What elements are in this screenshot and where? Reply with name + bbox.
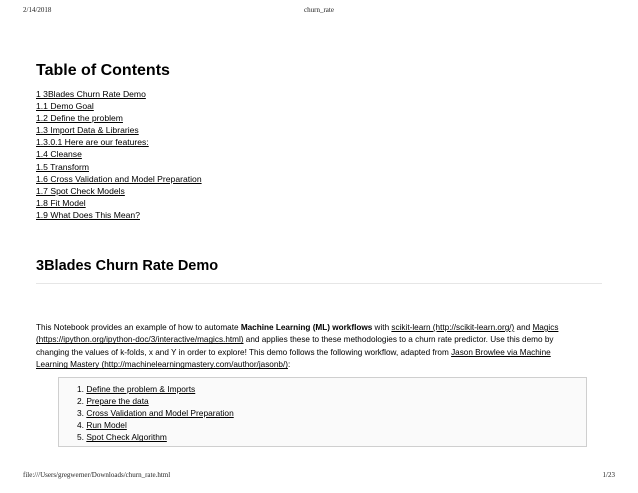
workflow-list: [77, 383, 234, 443]
toc-item: [36, 209, 202, 221]
jason-browlee-link[interactable]: Jason Browlee via Machine: [451, 347, 551, 357]
toc-item: [36, 148, 202, 160]
print-footer-path: file:///Users/gregwerner/Downloads/churn_rate.html: [23, 471, 171, 479]
toc-link[interactable]: 1.1 Demo Goal: [36, 101, 94, 112]
toc-item: [36, 100, 202, 112]
toc-link[interactable]: 1.2 Define the problem: [36, 113, 123, 124]
workflow-item: 1. Define the problem & Imports: [77, 384, 196, 394]
toc-link[interactable]: 1.4 Cleanse: [36, 149, 82, 160]
toc-link[interactable]: 1.3 Import Data & Libraries: [36, 125, 139, 136]
toc-item: [36, 136, 202, 148]
toc-item: [36, 185, 202, 197]
workflow-link[interactable]: Run Model: [86, 420, 127, 431]
section-heading: 3Blades Churn Rate Demo: [36, 258, 219, 274]
toc-item: [36, 197, 202, 209]
toc-item: [36, 88, 202, 100]
bold-phrase: Machine Learning (ML) workflows: [240, 323, 373, 332]
intro-paragraph: This Notebook provides an example of how to automate Machine Learning (ML) workflows with scikit-learn (http://scikit-learn.org/) and Magics (https://ipython.org/ipython-doc/3/interactive/magics.html) and applies these to these methodologies to a churn rate predictor. Use this demo by changing the values of k-folds, x and Y in order to explore! This demo follows the following workflow, adapted from Jason Browlee via Machine Learning Mastery (http://machinelearningmastery.com/author/jasonb/):: [36, 323, 559, 370]
toc-title: Table of Contents: [36, 62, 170, 79]
magics-link[interactable]: Magics: [532, 323, 559, 332]
toc-item: [36, 124, 202, 136]
magics-link-url[interactable]: (https://ipython.org/ipython-doc/3/interactive/magics.html): [36, 335, 244, 345]
workflow-item: 5. Spot Check Algorithm: [77, 432, 167, 443]
workflow-item: 3. Cross Validation and Model Preparation: [77, 408, 234, 419]
toc-link[interactable]: 1.7 Spot Check Models: [36, 185, 125, 196]
print-page-number: 1/23: [602, 471, 615, 479]
toc-link[interactable]: 1.9 What Does This Mean?: [36, 209, 140, 220]
workflow-link[interactable]: Cross Validation and Model Preparation: [86, 408, 234, 419]
toc-list: [36, 88, 202, 221]
print-date: 2/14/2018: [23, 6, 52, 14]
heading-divider: [36, 283, 602, 284]
workflow-item: 2. Prepare the data: [77, 396, 149, 407]
scikit-learn-link[interactable]: scikit-learn (http://scikit-learn.org/): [391, 323, 515, 332]
toc-link[interactable]: 1 3Blades Churn Rate Demo: [36, 89, 146, 99]
mlmastery-link[interactable]: Learning Mastery (http://machinelearningmastery.com/author/jasonb/): [36, 360, 288, 370]
workflow-link[interactable]: Prepare the data: [86, 396, 149, 407]
toc-link[interactable]: 1.3.0.1 Here are our features:: [36, 137, 149, 148]
toc-link[interactable]: 1.6 Cross Validation and Model Preparation: [36, 173, 202, 184]
toc-item: [36, 161, 202, 173]
toc-link[interactable]: 1.8 Fit Model: [36, 197, 86, 208]
toc-item: [36, 173, 202, 185]
workflow-link[interactable]: Spot Check Algorithm: [86, 432, 167, 443]
workflow-item: 4. Run Model: [77, 420, 127, 431]
workflow-box: [58, 377, 587, 447]
print-title: churn_rate: [304, 6, 334, 14]
toc-item: [36, 112, 202, 124]
toc-link[interactable]: 1.5 Transform: [36, 161, 90, 172]
workflow-link[interactable]: Define the problem & Imports: [86, 384, 196, 394]
